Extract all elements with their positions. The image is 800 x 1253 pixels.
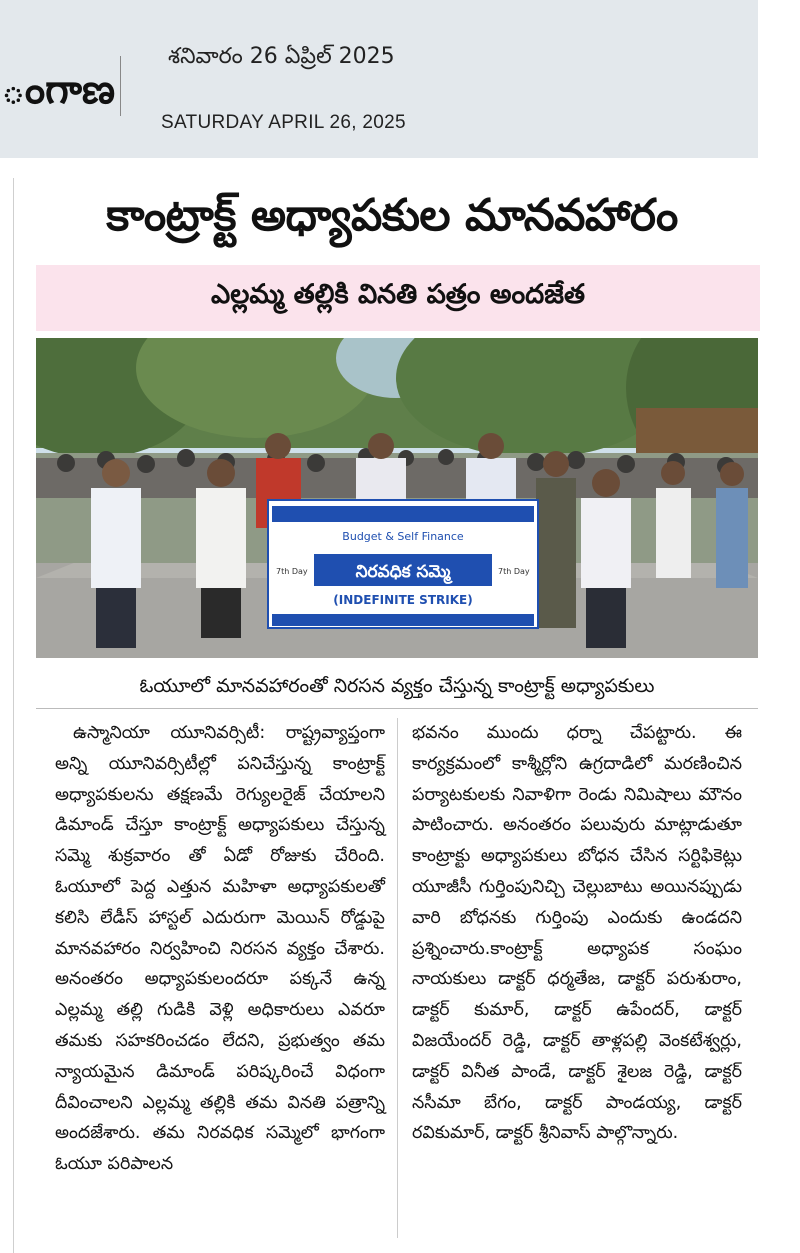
- article-body-column-right: [412, 718, 742, 1149]
- banner-main-text: నిరవధిక సమ్మె: [355, 562, 451, 582]
- article-subheadline: ఎల్లమ్మ తల్లికి వినతి పత్రం అందజేత: [211, 279, 585, 310]
- date-telugu: శనివారం 26 ఏప్రిల్ 2025: [168, 44, 395, 69]
- masthead: [0, 0, 758, 158]
- page-left-rule: [13, 178, 14, 1253]
- article-photo: [36, 338, 758, 658]
- paper-name-logo: ంగాణ: [1, 66, 115, 113]
- banner-tag: Budget & Self Finance: [342, 530, 464, 543]
- photo-caption: ఓయూలో మానవహారంతో నిరసన వ్యక్తం చేస్తున్న కాంట్రాక్ట్ అధ్యాపకులు: [36, 664, 758, 709]
- article-body-left-text: ఉస్మానియా యూనివర్సిటీ: రాష్ట్రవ్యాప్తంగా అన్ని యూనివర్సిటీల్లో పనిచేస్తున్న కాంట్రాక్ట్ అధ్యాపకులను తక్షణమే రెగ్యులరైజ్ చేయాలని డిమాండ్ చేస్తూ కాంట్రాక్ట్ అధ్యాపకులు చేస్తున్న సమ్మె శుక్రవారం తో ఏడో రోజుకు చేరింది. ఓయూలో పెద్ద ఎత్తున మహిళా అధ్యాపకులతో కలిసి లేడీస్ హాస్టల్ ఎదురుగా మెయిన్ రోడ్డుపై మానవహారం నిర్వహించి నిరసన వ్యక్తం చేశారు. అనంతరం అధ్యాపకులందరూ పక్కనే ఉన్న ఎల్లమ్మ తల్లి గుడికి వెళ్లి అధికారులు ఎవరూ తమకు సహకరించడం లేదని, ప్రభుత్వం తమ న్యాయమైన డిమాండ్ పరిష్కరించే విధంగా దీవించాలని ఎల్లమ్మ తల్లికి తమ వినతి పత్రాన్ని అందజేశారు. తమ నిరవధిక సమ్మెలో భాగంగా ఓయూ పరిపాలన: [55, 723, 385, 1175]
- column-divider: [397, 718, 398, 1238]
- masthead-divider: [120, 56, 121, 116]
- subheadline-box: [36, 265, 760, 331]
- date-english: SATURDAY APRIL 26, 2025: [161, 112, 406, 133]
- banner-day-right: 7th Day: [498, 567, 530, 576]
- banner-sub-text: (INDEFINITE STRIKE): [333, 593, 473, 607]
- article-body-column-left: [55, 718, 385, 1180]
- article-body-right-text: భవనం ముందు ధర్నా చేపట్టారు. ఈ కార్యక్రమంలో కాశ్మీర్లోని ఉగ్రదాడిలో మరణించిన పర్యాటకులకు నివాళిగా రెండు నిమిషాలు మౌనం పాటించారు. అనంతరం పలువురు మాట్లాడుతూ కాంట్రాక్టు అధ్యాపకులు బోధన చేసిన సర్టిఫికెట్లు యూజీసీ గుర్తింపునిచ్చి చెల్లుబాటు అయినప్పుడు వారి బోధనకు గుర్తింపు ఎందుకు ఉండదని ప్రశ్నించారు.కాంట్రాక్ట్ అధ్యాపక సంఘం నాయకులు డాక్టర్ ధర్మతేజ, డాక్టర్ పరుశురాం, డాక్టర్ కుమార్, డాక్టర్ ఉపేందర్, డాక్టర్ విజయేందర్ రెడ్డి, డాక్టర్ తాళ్లపల్లి వెంకటేశ్వర్లు, డాక్టర్ వినీత పాండే, డాక్టర్ శైలజ రెడ్డి, డాక్టర్ నసీమా బేగం, డాక్టర్ పాండయ్య, డాక్టర్ రవికుమార్, డాక్టర్ శ్రీనివాస్ పాల్గొన్నారు.: [412, 723, 742, 1144]
- article-headline: కాంట్రాక్ట్ అధ్యాపకుల మానవహారం: [106, 190, 678, 241]
- banner-day-left: 7th Day: [276, 567, 308, 576]
